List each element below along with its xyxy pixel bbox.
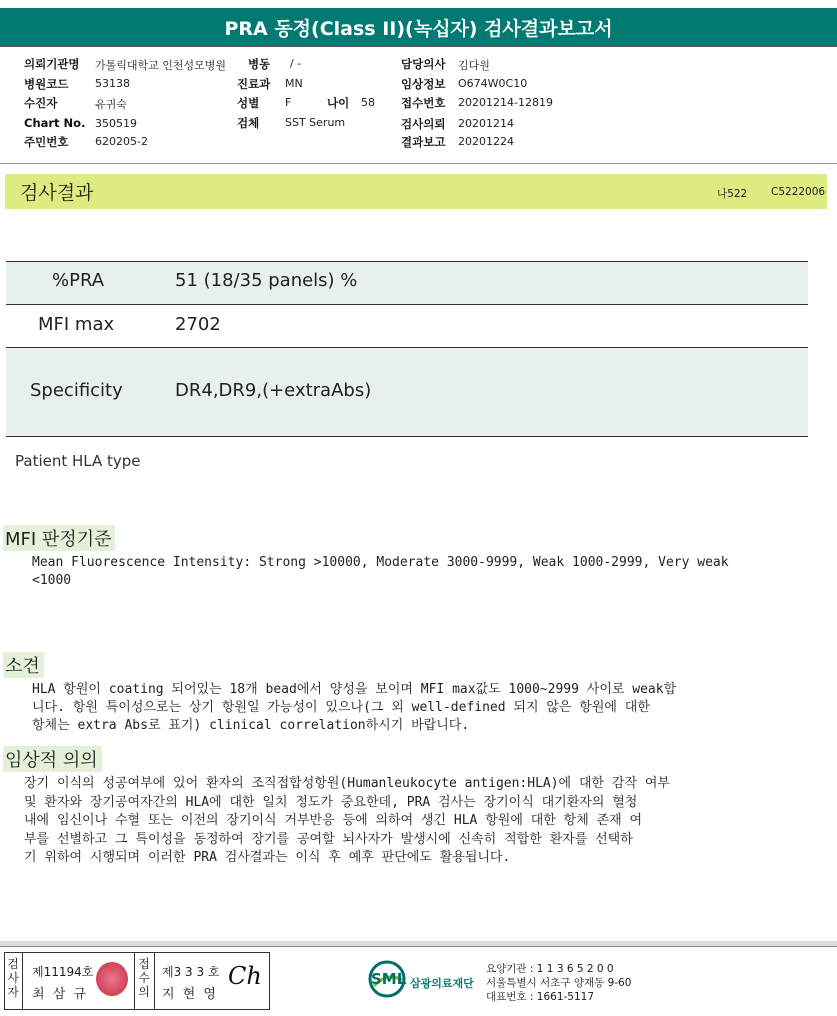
value-ward: / - xyxy=(290,57,302,70)
value-patient: 유귀숙 xyxy=(95,98,127,111)
approver-label: 접수의 xyxy=(138,957,150,999)
clinical-line1: 장기 이식의 성공여부에 있어 환자의 조직접합성항원(Humanleukocyte antigen:HLA)에 대한 감작 여부 xyxy=(24,776,670,791)
approver-name: 지 현 영 xyxy=(162,987,218,1002)
mfi-criteria-heading: MFI 판정기준 xyxy=(3,525,115,551)
label-hospital-code: 병원코드 xyxy=(24,77,69,91)
report-title: PRA 동정(Class II)(녹십자) 검사결과보고서 xyxy=(0,8,837,46)
mfi-criteria-line1: Mean Fluorescence Intensity: Strong >10000, Moderate 3000-9999, Weak 1000-2999, Very weak xyxy=(32,555,729,570)
table-row xyxy=(6,262,808,304)
pra-label: %PRA xyxy=(52,270,105,291)
table-row xyxy=(6,348,808,436)
value-requesting-institution: 가톨릭대학교 인천성모병원 xyxy=(95,59,227,72)
label-result-report: 결과보고 xyxy=(401,135,446,149)
sml-logo-text: SML xyxy=(371,970,407,988)
label-patient: 수진자 xyxy=(24,96,58,110)
opinion-line3: 항체는 extra Abs로 표기) clinical correlation하시기 바랍니다. xyxy=(32,718,470,733)
label-clinical-info: 임상정보 xyxy=(401,77,446,91)
specificity-label: Specificity xyxy=(30,380,123,401)
sig-divider xyxy=(22,952,23,1009)
clinical-significance-heading: 임상적 의의 xyxy=(3,746,102,772)
label-specimen: 검체 xyxy=(237,116,260,130)
result-banner-code2: C5222006 xyxy=(771,186,826,198)
info-line3: 대표번호 : 1661-5117 xyxy=(486,991,595,1003)
pra-value: 51 (18/35 panels) % xyxy=(175,270,358,291)
examiner-vertical-label xyxy=(6,957,20,999)
specificity-value: DR4,DR9,(+extraAbs) xyxy=(175,380,372,401)
info-line1: 요양기관 : 1 1 3 6 5 2 0 0 xyxy=(486,963,614,975)
sig-divider xyxy=(154,952,155,1009)
label-requesting-institution: 의뢰기관명 xyxy=(24,57,80,71)
sig-divider xyxy=(134,952,135,1009)
seal-stamp-icon xyxy=(96,962,128,996)
patient-hla-type: Patient HLA type xyxy=(15,452,141,470)
value-clinical-info: O674W0C10 xyxy=(458,77,528,90)
value-chart-no: 350519 xyxy=(95,117,137,130)
clinical-line4: 부를 선별하고 그 특이성을 동정하여 장기를 공여할 뇌사자가 발생시에 신속히 적합한 환자를 선택하 xyxy=(24,832,633,847)
value-test-request: 20201214 xyxy=(458,117,514,130)
result-banner-title: 검사결과 xyxy=(20,182,94,204)
value-result-report: 20201224 xyxy=(458,135,514,148)
label-department: 진료과 xyxy=(237,77,271,91)
footer-divider xyxy=(0,946,837,947)
examiner-number: 제11194호 xyxy=(32,965,94,979)
value-receipt-no: 20201214-12819 xyxy=(458,96,553,109)
result-banner-code1: 나522 xyxy=(717,188,748,200)
header-divider xyxy=(0,163,837,164)
approver-number: 제3 3 3 호 xyxy=(162,965,220,979)
label-chart-no: Chart No. xyxy=(24,116,86,130)
label-age: 나이 xyxy=(327,96,350,110)
mfi-max-label: MFI max xyxy=(38,314,115,335)
clinical-line3: 내에 임신이나 수혈 또는 이전의 장기이식 거부반응 등에 의하여 생긴 HLA 항원에 대한 항체 존재 여 xyxy=(24,813,643,828)
clinical-line5: 기 위하여 시행되며 이러한 PRA 검사결과는 이식 후 예후 판단에도 활용됩니다. xyxy=(24,850,511,865)
info-line2: 서울특별시 서초구 양재동 9-60 xyxy=(486,977,632,989)
approver-vertical-label xyxy=(137,957,151,999)
signature: Ch xyxy=(228,962,262,990)
opinion-line1: HLA 항원이 coating 되어있는 18개 bead에서 양성을 보이며 MFI max값도 1000~2999 사이로 weak합 xyxy=(32,682,677,697)
label-attending-doctor: 담당의사 xyxy=(401,57,446,71)
opinion-line2: 니다. 항원 특이성으로는 상기 항원일 가능성이 있으나(그 외 well-defined 되지 않은 항원에 대한 xyxy=(32,700,650,715)
org-name: 삼광의료재단 xyxy=(410,977,474,990)
value-specimen: SST Serum xyxy=(285,116,346,129)
mfi-criteria-line2: <1000 xyxy=(32,573,72,588)
label-sex: 성별 xyxy=(237,96,260,110)
clinical-line2: 및 환자와 장기공여자간의 HLA에 대한 일치 정도가 중요한데, PRA 검사는 장기이식 대기환자의 혈청 xyxy=(24,795,638,810)
value-age: 58 xyxy=(361,96,375,109)
label-ward: 병동 xyxy=(248,57,271,71)
value-hospital-code: 53138 xyxy=(95,77,130,90)
value-attending-doctor: 김다원 xyxy=(458,59,490,72)
label-receipt-no: 접수번호 xyxy=(401,96,446,110)
examiner-name: 최 삼 규 xyxy=(32,987,88,1002)
title-divider xyxy=(0,46,837,47)
row-divider xyxy=(6,436,808,437)
label-resident-no: 주민번호 xyxy=(24,135,69,149)
label-test-request: 검사의뢰 xyxy=(401,117,446,131)
mfi-max-value: 2702 xyxy=(175,314,221,335)
opinion-heading: 소견 xyxy=(3,652,44,678)
value-department: MN xyxy=(285,77,303,90)
result-banner xyxy=(5,174,827,209)
table-row xyxy=(6,305,808,347)
value-resident-no: 620205-2 xyxy=(95,135,148,148)
examiner-label: 검사자 xyxy=(7,957,19,999)
value-sex: F xyxy=(285,96,292,109)
